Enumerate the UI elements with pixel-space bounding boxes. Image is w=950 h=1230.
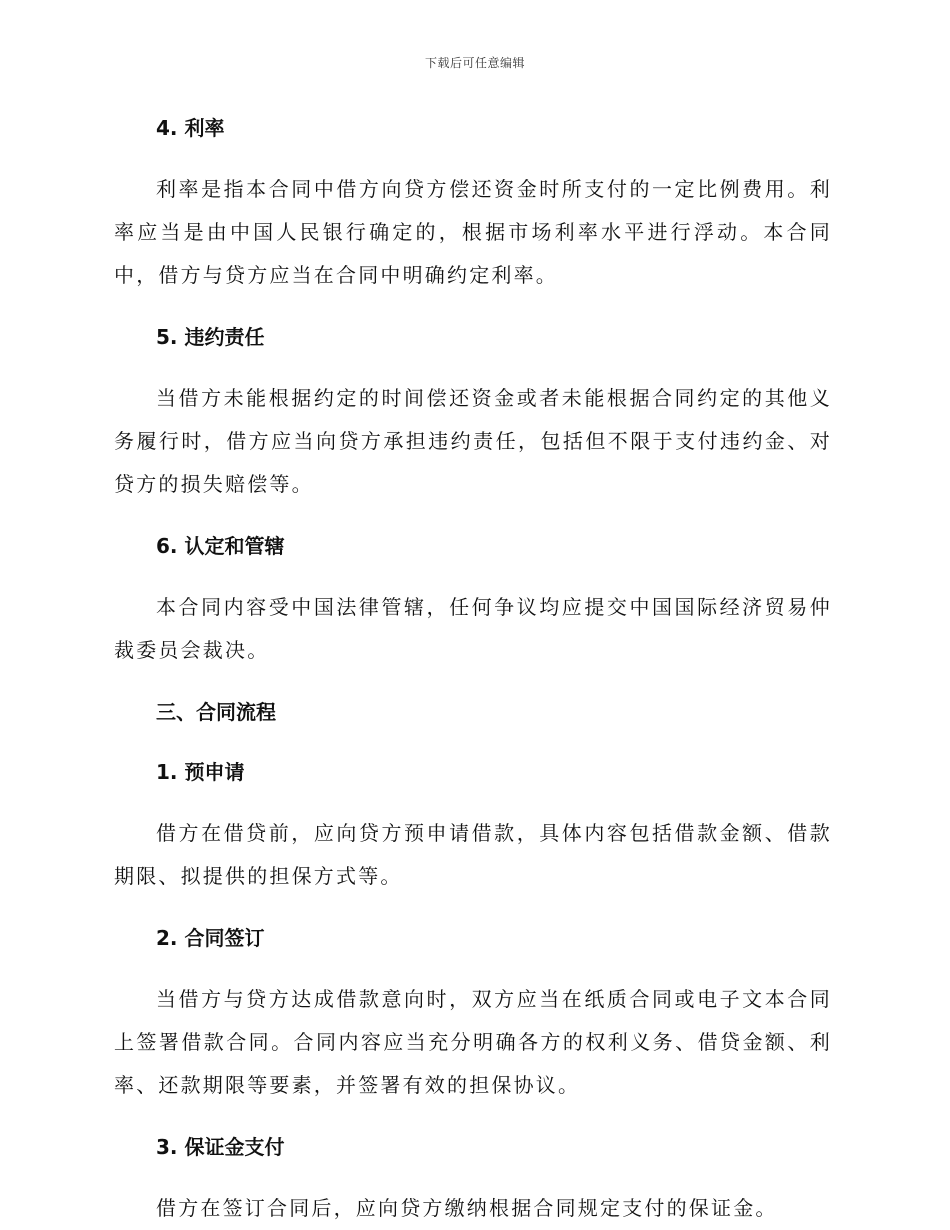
section-paragraph-liability: 当借方未能根据约定的时间偿还资金或者未能根据合同约定的其他义务履行时，借方应当向贷方承担违约责任，包括但不限于支付违约金、对贷方的损失赔偿等。 [114, 386, 832, 496]
section-heading-jurisdiction: 6. 认定和管辖 [156, 534, 285, 558]
section-heading-interest-rate: 4. 利率 [156, 116, 225, 140]
section-paragraph-interest-rate: 利率是指本合同中借方向贷方偿还资金时所支付的一定比例费用。利率应当是由中国人民银行确定的，根据市场利率水平进行浮动。本合同中，借方与贷方应当在合同中明确约定利率。 [114, 177, 832, 287]
section-paragraph-contract-signing: 当借方与贷方达成借款意向时，双方应当在纸质合同或电子文本合同上签署借款合同。合同内容应当充分明确各方的权利义务、借贷金额、利率、还款期限等要素，并签署有效的担保协议。 [114, 987, 832, 1097]
section-paragraph-deposit-payment: 借方在签订合同后，应向贷方缴纳根据合同规定支付的保证金。 [156, 1196, 778, 1220]
section-heading-liability: 5. 违约责任 [156, 325, 265, 349]
section-heading-contract-signing: 2. 合同签订 [156, 926, 265, 950]
chapter-heading-contract-process: 三、合同流程 [156, 700, 276, 724]
section-paragraph-pre-application: 借方在借贷前，应向贷方预申请借款，具体内容包括借款金额、借款期限、拟提供的担保方式等。 [114, 821, 832, 888]
document-body [114, 108, 832, 1230]
header-note: 下载后可任意编辑 [424, 56, 525, 70]
section-heading-pre-application: 1. 预申请 [156, 760, 245, 784]
section-heading-deposit-payment: 3. 保证金支付 [156, 1135, 285, 1159]
section-paragraph-jurisdiction: 本合同内容受中国法律管辖，任何争议均应提交中国国际经济贸易仲裁委员会裁决。 [114, 595, 832, 662]
